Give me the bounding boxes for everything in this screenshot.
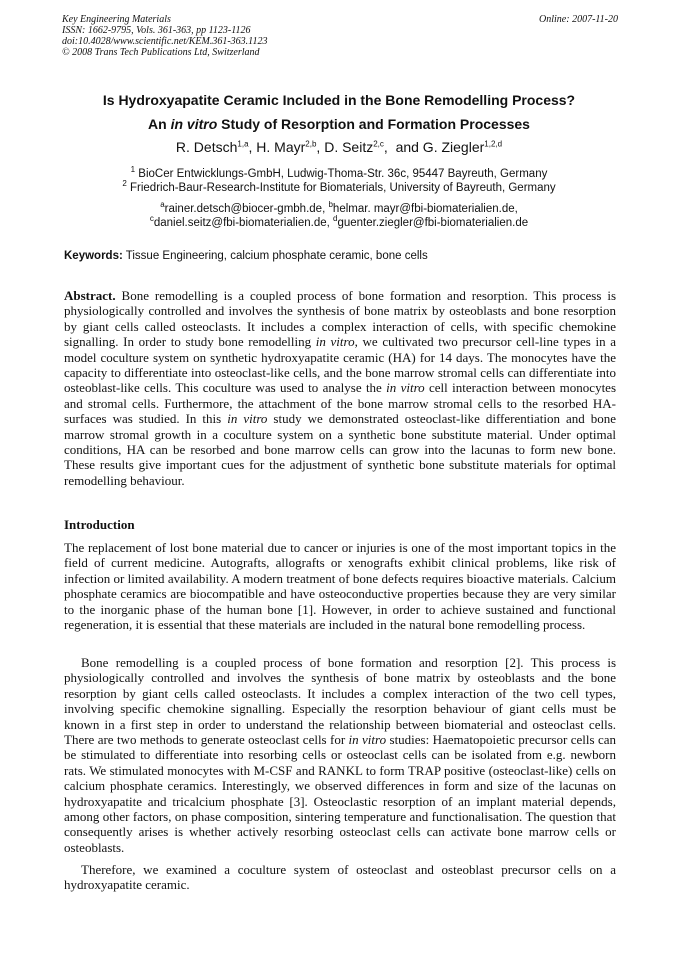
abstract: Abstract. Bone remodelling is a coupled process of bone formation and resorption. This process is physiologically controlled and involves the synthesis of bone matrix by osteoblasts and bone resorption by giant cells called osteoclasts. It includes a complex interaction of cells, with specific chemokine signalling. In order to study bone remodelling in vitro, we cultivated two precursor cell-line types in a model coculture system on synthetic hydroxyapatite ceramic (HA) for 14 days. The monocytes have the capacity to differentiate into osteoclast-like cells, and the bone marrow stromal cells can differentiate into osteoblast-like cells. This coculture was used to analyse the in vitro cell interaction between monocytes and stromal cells. Furthermore, the attachment of the bone marrow stromal cells to the resorbed HA-surfaces was studied. In this in vitro study we demonstrated osteoclast-like differentiation and bone marrow stromal growth in a coculture system on a synthetic bone substitute material. Under optimal conditions, HA can be resorbed and bone marrow cells can grow into the lacunas to form new bone. These results give important cues for the adjustment of synthetic bone substitute materials for optimal remodelling behaviour. — [64, 288, 617, 488]
affiliation: $^1$ BioCer Entwicklungs-GmbH, Ludwig-Thoma-Str. 36c, 95447 Bayreuth, Germany — [130, 165, 548, 180]
author: R. Detsch$^{1,a}$ — [175, 139, 249, 155]
paper-title-line-1: Is Hydroxyapatite Ceramic Included in the Bone Remodelling Process? — [102, 92, 576, 108]
journal-issn: ISSN: 1662-9795, Vols. 361-363, pp 1123-1126 — [62, 25, 251, 36]
keywords-label: Keywords: — [64, 250, 123, 262]
paragraph: Therefore, we examined a coculture system of osteoclast and osteoblast precursor cells on a hydroxyapatite ceramic. — [64, 862, 616, 893]
keywords: Keywords: Tissue Engineering, calcium phosphate ceramic, bone cells — [64, 250, 428, 262]
email-link[interactable]: guenter.ziegler@fbi-biomaterialien.de — [337, 216, 529, 229]
journal-header — [62, 14, 618, 58]
online-date: Online: 2007-11-20 — [539, 14, 618, 25]
journal-copyright: © 2008 Trans Tech Publications Ltd, Switzerland — [62, 47, 260, 58]
email-link[interactable]: daniel.seitz@fbi-biomaterialien.de, — [153, 216, 334, 229]
paragraph: Bone remodelling is a coupled process of bone formation and resorption [2]. This process is physiologically controlled and involves the synthesis of bone matrix by osteoblasts and the bone resorption by giant cells called osteoclasts. It includes a complex interaction of the two cell types, involving specific chemokine signalling. Especially the resorption behaviour of giant cells must be known in a first step in order to understand the relationship between biomaterial and osteoclast cells. There are two methods to generate osteoclast cells for in vitro studies: Haematopoietic precursor cells can be stimulated to differentiate into resorbing cells or osteoclast cells can be isolated from e.g. newborn rats. We stimulated monocytes with M-CSF and RANKL to form TRAP positive (osteoclast-like) cells on calcium phosphate ceramics. Interestingly, we observed differences in form and size of the lacunas on hydroxyapatite and tricalcium phosphate [3]. Osteoclastic resorption of an implant material depends, among other factors, on phase composition, sintering temperature and functionalisation. The question that consequently arises is whether actively resorbing osteoclast cells can activate bone marrow cells or osteoblasts. — [64, 655, 617, 855]
journal-doi: doi:10.4028/www.scientific.net/KEM.361-363.1123 — [62, 36, 268, 47]
author-emails: $^a$rainer.detsch@biocer-gmbh.de, $^b$helmar. mayr@fbi-biomaterialien.de, — [160, 200, 518, 215]
author: and G. Ziegler$^{1,2,d}$ — [395, 139, 503, 155]
abstract-label: Abstract. — [64, 288, 116, 303]
paper-title-line-2: An in vitro Study of Resorption and Formation Processes — [148, 116, 530, 132]
paragraph: The replacement of lost bone material due to cancer or injuries is one of the most important topics in the field of current medicine. Autografts, allografts or xenografts exhibit clinical problems, like risk of infection or limited availability. A modern treatment of bone defects requires bioactive materials. Calcium phosphate ceramics are biocompatible and have osteoconductive properties because they are very similar to the inorganic phase of the human bone [1]. However, in order to achieve sustained and functional regeneration, it is essential that these materials are included in the natural bone remodelling process. — [64, 540, 616, 633]
affiliation: $^2$ Friedrich-Baur-Research-Institute for Biomaterials, University of Bayreuth, Germany — [122, 179, 556, 194]
email-link[interactable]: rainer.detsch@biocer-gmbh.de, — [164, 202, 329, 215]
section-heading-introduction: Introduction — [64, 517, 135, 532]
author: D. Seitz$^{2,c}$ — [324, 139, 384, 155]
email-link[interactable]: helmar. mayr@fbi-biomaterialien.de, — [332, 202, 518, 215]
author-list: R. Detsch$^{1,a}$, H. Mayr$^{2,b}$, D. Seitz$^{2,c}$, and G. Ziegler$^{1,2,d}$ — [175, 139, 503, 155]
author: H. Mayr$^{2,b}$ — [256, 139, 317, 155]
author-emails: $^c$daniel.seitz@fbi-biomaterialien.de, $^d$guenter.ziegler@fbi-biomaterialien.de — [149, 214, 529, 229]
journal-name: Key Engineering Materials — [62, 14, 171, 25]
